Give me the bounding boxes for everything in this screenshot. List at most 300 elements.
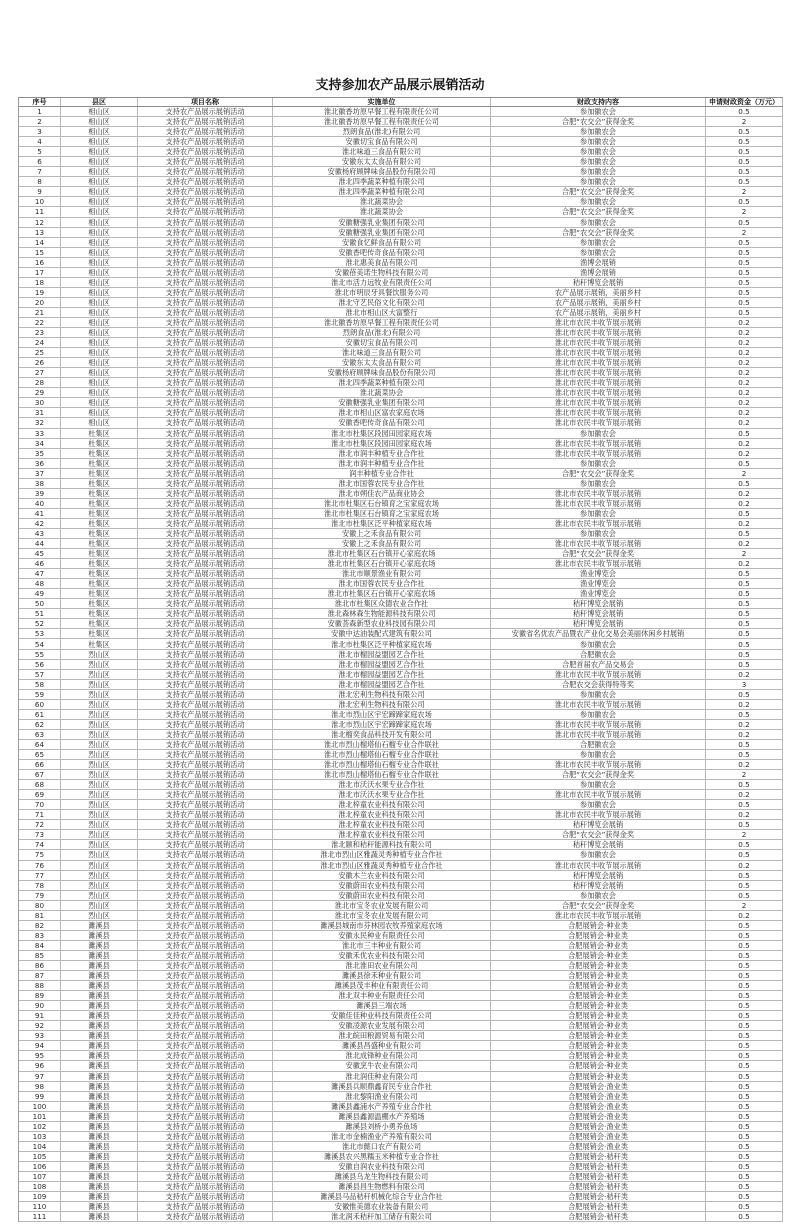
project-name-cell: 支持农产品展示展销活动 — [138, 177, 273, 186]
project-name-cell: 支持农产品展示展销活动 — [138, 328, 273, 337]
funds-cell: 0.5 — [706, 177, 783, 186]
support-content-cell: 淮北市农民丰收节展示展销 — [491, 539, 706, 548]
funds-cell: 0.5 — [706, 1182, 783, 1191]
row-number-cell: 10 — [19, 197, 61, 206]
county-cell: 濉溪县 — [61, 931, 138, 940]
project-name-cell: 支持农产品展示展销活动 — [138, 1061, 273, 1070]
support-content-cell: 淮北市农民丰收节展示展销 — [491, 861, 706, 870]
implementing-unit-cell: 安徽蔚田农业科技有限公司 — [273, 881, 491, 890]
implementing-unit-cell: 安徽食忆鲜食品有限公司 — [273, 238, 491, 247]
table-row — [19, 308, 783, 318]
county-cell: 濉溪县 — [61, 981, 138, 990]
project-name-cell: 支持农产品展示展销活动 — [138, 941, 273, 950]
funds-cell: 0.2 — [706, 489, 783, 498]
county-cell: 杜集区 — [61, 579, 138, 588]
row-number-cell: 57 — [19, 670, 61, 679]
county-cell: 烈山区 — [61, 871, 138, 880]
implementing-unit-cell: 淮北市相山区富农家庭农场 — [273, 408, 491, 417]
row-number-cell: 68 — [19, 780, 61, 789]
project-name-cell: 支持农产品展示展销活动 — [138, 1102, 273, 1111]
support-content-cell: 合肥首届农产品交易会 — [491, 660, 706, 669]
county-cell: 相山区 — [61, 218, 138, 227]
funds-cell: 0.5 — [706, 429, 783, 438]
support-content-cell: 秸秆博览会展销 — [491, 840, 706, 849]
project-name-cell: 支持农产品展示展销活动 — [138, 499, 273, 508]
project-name-cell: 支持农产品展示展销活动 — [138, 871, 273, 880]
support-content-cell: 淮北市农民丰收节展示展销 — [491, 388, 706, 397]
county-cell: 相山区 — [61, 167, 138, 176]
funds-cell: 0.5 — [706, 881, 783, 890]
project-name-cell: 支持农产品展示展销活动 — [138, 1162, 273, 1171]
implementing-unit-cell: 淮北市烈山区宇宏蹄蹄家庭农场 — [273, 720, 491, 729]
implementing-unit-cell: 安徽中达油装配式建筑有限公司 — [273, 629, 491, 638]
funds-cell: 0.5 — [706, 167, 783, 176]
county-cell: 濉溪县 — [61, 1092, 138, 1101]
county-cell: 相山区 — [61, 338, 138, 347]
implementing-unit-cell: 淮北市烈山榴塔仙石榴专业合作联社 — [273, 750, 491, 759]
table-body — [19, 107, 783, 1222]
row-number-cell: 3 — [19, 127, 61, 136]
table-row — [19, 710, 783, 720]
support-content-cell: 淮北市农民丰收节展示展销 — [491, 700, 706, 709]
funds-cell: 0.5 — [706, 780, 783, 789]
county-cell: 烈山区 — [61, 881, 138, 890]
project-name-cell: 支持农产品展示展销活动 — [138, 700, 273, 709]
support-content-cell: 合肥农交会获得特等奖 — [491, 680, 706, 689]
table-row — [19, 1082, 783, 1092]
row-number-cell: 12 — [19, 218, 61, 227]
implementing-unit-cell: 濉溪县农兴黑糯玉米种植专业合作社 — [273, 1152, 491, 1161]
support-content-cell: 合肥“农交会”获得金奖 — [491, 187, 706, 196]
row-number-cell: 22 — [19, 318, 61, 327]
project-name-cell: 支持农产品展示展销活动 — [138, 589, 273, 598]
row-number-cell: 94 — [19, 1041, 61, 1050]
row-number-cell: 26 — [19, 358, 61, 367]
support-content-cell: 合肥展销会·种业类 — [491, 961, 706, 970]
implementing-unit-cell: 安徽糖强乳业集团有限公司 — [273, 228, 491, 237]
county-cell: 相山区 — [61, 207, 138, 216]
county-cell: 杜集区 — [61, 589, 138, 598]
row-number-cell: 52 — [19, 619, 61, 628]
implementing-unit-cell: 濉溪县徐禾种业有限公司 — [273, 971, 491, 980]
project-name-cell: 支持农产品展示展销活动 — [138, 680, 273, 689]
row-number-cell: 103 — [19, 1132, 61, 1141]
support-content-cell: 合肥展销会·种业类 — [491, 921, 706, 930]
implementing-unit-cell: 淮北市杜集区石台镇开心家庭农场 — [273, 589, 491, 598]
support-content-cell: 淮北市农民丰收节展示展销 — [491, 358, 706, 367]
funds-cell: 0.5 — [706, 1061, 783, 1070]
county-cell: 相山区 — [61, 378, 138, 387]
support-content-cell: 渔业博览会 — [491, 579, 706, 588]
header-funds: 申请财政资金（万元） — [706, 98, 783, 106]
implementing-unit-cell: 淮北市三丰种业有限公司 — [273, 941, 491, 950]
row-number-cell: 19 — [19, 288, 61, 297]
row-number-cell: 61 — [19, 710, 61, 719]
support-content-cell: 参加徽农会 — [491, 137, 706, 146]
funds-cell: 0.5 — [706, 891, 783, 900]
implementing-unit-cell: 淮北成锋种业有限公司 — [273, 1051, 491, 1060]
support-content-cell: 渔博会展销 — [491, 268, 706, 277]
project-name-cell: 支持农产品展示展销活动 — [138, 599, 273, 608]
project-name-cell: 支持农产品展示展销活动 — [138, 670, 273, 679]
county-cell: 杜集区 — [61, 509, 138, 518]
support-content-cell: 秸秆博览会展销 — [491, 619, 706, 628]
implementing-unit-cell: 淮北市润丰种植专业合作社 — [273, 449, 491, 458]
table-row — [19, 1031, 783, 1041]
support-content-cell: 参加徽农会 — [491, 710, 706, 719]
county-cell: 杜集区 — [61, 539, 138, 548]
support-content-cell: 参加徽农会 — [491, 690, 706, 699]
county-cell: 濉溪县 — [61, 1051, 138, 1060]
header-unit: 实施单位 — [273, 98, 491, 106]
county-cell: 濉溪县 — [61, 1041, 138, 1050]
funds-cell: 0.5 — [706, 1031, 783, 1040]
project-name-cell: 支持农产品展示展销活动 — [138, 218, 273, 227]
implementing-unit-cell: 淮北蔬菜协会 — [273, 388, 491, 397]
county-cell: 濉溪县 — [61, 941, 138, 950]
support-content-cell: 合肥“农交会”获得金奖 — [491, 901, 706, 910]
project-name-cell: 支持农产品展示展销活动 — [138, 1122, 273, 1131]
funds-cell: 0.5 — [706, 619, 783, 628]
table-row — [19, 1051, 783, 1061]
county-cell: 濉溪县 — [61, 971, 138, 980]
county-cell: 杜集区 — [61, 489, 138, 498]
table-row — [19, 589, 783, 599]
implementing-unit-cell: 烈朗食品(淮北)有限公司 — [273, 127, 491, 136]
project-name-cell: 支持农产品展示展销活动 — [138, 901, 273, 910]
row-number-cell: 48 — [19, 579, 61, 588]
table-row — [19, 298, 783, 308]
table-row — [19, 258, 783, 268]
funds-cell: 0.2 — [706, 559, 783, 568]
row-number-cell: 88 — [19, 981, 61, 990]
support-content-cell: 参加徽农会 — [491, 509, 706, 518]
county-cell: 濉溪县 — [61, 1142, 138, 1151]
funds-cell: 0.5 — [706, 258, 783, 267]
header-project: 项目名称 — [138, 98, 273, 106]
implementing-unit-cell: 淮北市杜集区石台镇开心家庭农场 — [273, 549, 491, 558]
county-cell: 濉溪县 — [61, 921, 138, 930]
county-cell: 相山区 — [61, 298, 138, 307]
table-row — [19, 670, 783, 680]
implementing-unit-cell: 濉溪县昌盛种业有限公司 — [273, 1041, 491, 1050]
implementing-unit-cell: 淮北市杜集区石台镇开心家庭农场 — [273, 559, 491, 568]
implementing-unit-cell: 淮北市榴园益盟园艺合作社 — [273, 650, 491, 659]
funds-cell: 0.5 — [706, 1162, 783, 1171]
table-row — [19, 137, 783, 147]
funds-cell: 0.5 — [706, 961, 783, 970]
implementing-unit-cell: 安徽荟森新型农业科技园有限公司 — [273, 619, 491, 628]
row-number-cell: 77 — [19, 871, 61, 880]
implementing-unit-cell: 安徽切宝食品有限公司 — [273, 338, 491, 347]
funds-cell: 0.2 — [706, 720, 783, 729]
funds-cell: 0.5 — [706, 1142, 783, 1151]
implementing-unit-cell: 淮北市烈山榴塔仙石榴专业合作联社 — [273, 740, 491, 749]
row-number-cell: 74 — [19, 840, 61, 849]
project-name-cell: 支持农产品展示展销活动 — [138, 228, 273, 237]
funds-cell: 0.2 — [706, 348, 783, 357]
support-content-cell: 安徽省名优农产品暨农产业化交易会美丽休闲乡村展销 — [491, 629, 706, 638]
support-content-cell: 合肥展销会·秸秆类 — [491, 1192, 706, 1201]
funds-cell: 0.5 — [706, 800, 783, 809]
county-cell: 相山区 — [61, 228, 138, 237]
county-cell: 杜集区 — [61, 469, 138, 478]
project-name-cell: 支持农产品展示展销活动 — [138, 760, 273, 769]
project-name-cell: 支持农产品展示展销活动 — [138, 137, 273, 146]
implementing-unit-cell: 淮北润佳种业有限公司 — [273, 1072, 491, 1081]
implementing-unit-cell: 安徽糖强乳业集团有限公司 — [273, 218, 491, 227]
table-row — [19, 519, 783, 529]
table-row — [19, 1092, 783, 1102]
table-row — [19, 1202, 783, 1212]
implementing-unit-cell: 安徽杨府顾牌味食品股份有限公司 — [273, 368, 491, 377]
implementing-unit-cell: 安徽糖强乳业集团有限公司 — [273, 398, 491, 407]
row-number-cell: 23 — [19, 328, 61, 337]
support-content-cell: 合肥“农交会”获得金奖 — [491, 207, 706, 216]
funds-cell: 0.5 — [706, 127, 783, 136]
row-number-cell: 2 — [19, 117, 61, 126]
support-content-cell: 合肥展销会·种业类 — [491, 951, 706, 960]
row-number-cell: 9 — [19, 187, 61, 196]
row-number-cell: 97 — [19, 1072, 61, 1081]
row-number-cell: 67 — [19, 770, 61, 779]
table-row — [19, 1192, 783, 1202]
row-number-cell: 7 — [19, 167, 61, 176]
table-row — [19, 1112, 783, 1122]
support-content-cell: 渔业博览会 — [491, 589, 706, 598]
funds-cell: 0.2 — [706, 760, 783, 769]
implementing-unit-cell: 安徽蔚田农业科技有限公司 — [273, 891, 491, 900]
implementing-unit-cell: 淮北市杜集区石台镇育之宝家庭农场 — [273, 499, 491, 508]
table-row — [19, 1212, 783, 1222]
implementing-unit-cell: 淮北市杜集区石台镇育之宝家庭农场 — [273, 509, 491, 518]
support-content-cell: 淮北市农民丰收节展示展销 — [491, 348, 706, 357]
funds-cell: 0.2 — [706, 499, 783, 508]
funds-cell: 0.5 — [706, 1152, 783, 1161]
project-name-cell: 支持农产品展示展销活动 — [138, 710, 273, 719]
support-content-cell: 参加徽农会 — [491, 127, 706, 136]
implementing-unit-cell: 安徽杨府顾牌味食品股份有限公司 — [273, 167, 491, 176]
row-number-cell: 16 — [19, 258, 61, 267]
support-content-cell: 淮北市农民丰收节展示展销 — [491, 760, 706, 769]
table-row — [19, 288, 783, 298]
table-row — [19, 378, 783, 388]
table-row — [19, 1061, 783, 1071]
support-content-cell: 参加徽农会 — [491, 157, 706, 166]
county-cell: 濉溪县 — [61, 1132, 138, 1141]
project-name-cell: 支持农产品展示展销活动 — [138, 1182, 273, 1191]
funds-cell: 0.2 — [706, 670, 783, 679]
implementing-unit-cell: 安徽蓓美诺生物科技有限公司 — [273, 268, 491, 277]
row-number-cell: 30 — [19, 398, 61, 407]
support-content-cell: 合肥“农交会”获得金奖 — [491, 117, 706, 126]
implementing-unit-cell: 安徽木兰农业科技有限公司 — [273, 871, 491, 880]
support-content-cell: 淮北市农民丰收节展示展销 — [491, 810, 706, 819]
support-content-cell: 合肥“农交会”获得金奖 — [491, 830, 706, 839]
support-content-cell: 合肥徽农会 — [491, 650, 706, 659]
project-name-cell: 支持农产品展示展销活动 — [138, 479, 273, 488]
table-row — [19, 660, 783, 670]
project-name-cell: 支持农产品展示展销活动 — [138, 1192, 273, 1201]
table-row — [19, 197, 783, 207]
support-content-cell: 淮北市农民丰收节展示展销 — [491, 449, 706, 458]
support-content-cell: 合肥展销会·秸秆类 — [491, 1152, 706, 1161]
implementing-unit-cell: 淮北颐和秸秆能源科技有限公司 — [273, 840, 491, 849]
implementing-unit-cell: 烈朗食品(淮北)有限公司 — [273, 328, 491, 337]
row-number-cell: 39 — [19, 489, 61, 498]
table-row — [19, 529, 783, 539]
row-number-cell: 32 — [19, 418, 61, 427]
project-name-cell: 支持农产品展示展销活动 — [138, 238, 273, 247]
support-content-cell: 参加徽农会 — [491, 147, 706, 156]
table-row — [19, 740, 783, 750]
project-name-cell: 支持农产品展示展销活动 — [138, 378, 273, 387]
header-county: 县区 — [61, 98, 138, 106]
implementing-unit-cell: 淮北皖田粮源贸易有限公司 — [273, 1031, 491, 1040]
project-name-cell: 支持农产品展示展销活动 — [138, 388, 273, 397]
project-name-cell: 支持农产品展示展销活动 — [138, 1092, 273, 1101]
project-name-cell: 支持农产品展示展销活动 — [138, 810, 273, 819]
table-row — [19, 891, 783, 901]
project-name-cell: 支持农产品展示展销活动 — [138, 881, 273, 890]
row-number-cell: 105 — [19, 1152, 61, 1161]
county-cell: 烈山区 — [61, 800, 138, 809]
row-number-cell: 42 — [19, 519, 61, 528]
county-cell: 烈山区 — [61, 770, 138, 779]
implementing-unit-cell: 安徽香吧传奇食品有限公司 — [273, 418, 491, 427]
funds-cell: 2 — [706, 469, 783, 478]
support-content-cell: 秸秆博览会展销 — [491, 871, 706, 880]
support-content-cell: 参加徽农会 — [491, 479, 706, 488]
implementing-unit-cell: 濉溪县乌龙生物科技有限公司 — [273, 1172, 491, 1181]
project-name-cell: 支持农产品展示展销活动 — [138, 569, 273, 578]
project-name-cell: 支持农产品展示展销活动 — [138, 147, 273, 156]
support-content-cell: 合肥展销会·种业类 — [491, 1021, 706, 1030]
row-number-cell: 66 — [19, 760, 61, 769]
implementing-unit-cell: 淮北双丰种业有限责任公司 — [273, 991, 491, 1000]
row-number-cell: 40 — [19, 499, 61, 508]
row-number-cell: 107 — [19, 1172, 61, 1181]
project-name-cell: 支持农产品展示展销活动 — [138, 539, 273, 548]
county-cell: 烈山区 — [61, 710, 138, 719]
implementing-unit-cell: 淮北四季蔬菜种植有限公司 — [273, 177, 491, 186]
support-content-cell: 合肥展销会·种业类 — [491, 971, 706, 980]
county-cell: 烈山区 — [61, 840, 138, 849]
funds-cell: 0.5 — [706, 599, 783, 608]
implementing-unit-cell: 淮北市烈山榴塔仙石榴专业合作联社 — [273, 760, 491, 769]
row-number-cell: 70 — [19, 800, 61, 809]
table-row — [19, 479, 783, 489]
table-row — [19, 619, 783, 629]
county-cell: 烈山区 — [61, 750, 138, 759]
row-number-cell: 28 — [19, 378, 61, 387]
table-row — [19, 750, 783, 760]
table-row — [19, 629, 783, 639]
project-name-cell: 支持农产品展示展销活动 — [138, 418, 273, 427]
support-content-cell: 淮北市农民丰收节展示展销 — [491, 499, 706, 508]
row-number-cell: 37 — [19, 469, 61, 478]
county-cell: 濉溪县 — [61, 1112, 138, 1121]
table-row — [19, 398, 783, 408]
row-number-cell: 104 — [19, 1142, 61, 1151]
county-cell: 相山区 — [61, 348, 138, 357]
county-cell: 相山区 — [61, 408, 138, 417]
county-cell: 烈山区 — [61, 670, 138, 679]
row-number-cell: 106 — [19, 1162, 61, 1171]
funds-cell: 0.5 — [706, 1102, 783, 1111]
project-name-cell: 支持农产品展示展销活动 — [138, 509, 273, 518]
row-number-cell: 91 — [19, 1011, 61, 1020]
project-name-cell: 支持农产品展示展销活动 — [138, 1142, 273, 1151]
funds-cell: 0.2 — [706, 911, 783, 920]
support-content-cell: 农产品展示展销，美丽乡村 — [491, 288, 706, 297]
support-content-cell: 参加徽农会 — [491, 248, 706, 257]
row-number-cell: 90 — [19, 1001, 61, 1010]
project-name-cell: 支持农产品展示展销活动 — [138, 1072, 273, 1081]
implementing-unit-cell: 淮北宏利生物科技有限公司 — [273, 690, 491, 699]
county-cell: 相山区 — [61, 398, 138, 407]
table-row — [19, 167, 783, 177]
county-cell: 相山区 — [61, 388, 138, 397]
county-cell: 相山区 — [61, 137, 138, 146]
funds-cell: 0.5 — [706, 1132, 783, 1141]
support-content-cell: 合肥展销会·种业类 — [491, 941, 706, 950]
project-name-cell: 支持农产品展示展销活动 — [138, 318, 273, 327]
county-cell: 烈山区 — [61, 690, 138, 699]
implementing-unit-cell: 安徽凌源农业发展有限公司 — [273, 1021, 491, 1030]
row-number-cell: 84 — [19, 941, 61, 950]
implementing-unit-cell: 淮北市相山区大富整行 — [273, 308, 491, 317]
support-content-cell: 合肥“农交会”获得金奖 — [491, 228, 706, 237]
implementing-unit-cell: 淮北宏利生物科技有限公司 — [273, 700, 491, 709]
support-content-cell: 淮北市农民丰收节展示展销 — [491, 519, 706, 528]
funds-cell: 0.2 — [706, 700, 783, 709]
support-content-cell: 参加徽农会 — [491, 167, 706, 176]
support-content-cell: 渔业博览会 — [491, 569, 706, 578]
table-row — [19, 780, 783, 790]
support-content-cell: 合肥“农交会”获得金奖 — [491, 770, 706, 779]
funds-cell: 0.5 — [706, 1192, 783, 1201]
county-cell: 濉溪县 — [61, 1001, 138, 1010]
funds-cell: 0.2 — [706, 378, 783, 387]
project-name-cell: 支持农产品展示展销活动 — [138, 308, 273, 317]
table-row — [19, 1001, 783, 1011]
project-name-cell: 支持农产品展示展销活动 — [138, 830, 273, 839]
county-cell: 相山区 — [61, 418, 138, 427]
table-row — [19, 1021, 783, 1031]
table-row — [19, 1102, 783, 1112]
row-number-cell: 71 — [19, 810, 61, 819]
implementing-unit-cell: 淮北徽香坊原早餐工程有限责任公司 — [273, 318, 491, 327]
county-cell: 烈山区 — [61, 700, 138, 709]
table-row — [19, 579, 783, 589]
project-name-cell: 支持农产品展示展销活动 — [138, 469, 273, 478]
row-number-cell: 55 — [19, 650, 61, 659]
funds-cell: 0.5 — [706, 157, 783, 166]
table-row — [19, 850, 783, 860]
row-number-cell: 13 — [19, 228, 61, 237]
county-cell: 濉溪县 — [61, 1212, 138, 1221]
support-content-cell: 参加徽农会 — [491, 529, 706, 538]
support-content-cell: 秸秆博览会展销 — [491, 881, 706, 890]
row-number-cell: 98 — [19, 1082, 61, 1091]
row-number-cell: 51 — [19, 609, 61, 618]
funds-cell: 0.5 — [706, 850, 783, 859]
support-content-cell: 淮北市农民丰收节展示展销 — [491, 730, 706, 739]
support-content-cell: 淮北市农民丰收节展示展销 — [491, 720, 706, 729]
county-cell: 濉溪县 — [61, 1031, 138, 1040]
county-cell: 杜集区 — [61, 449, 138, 458]
